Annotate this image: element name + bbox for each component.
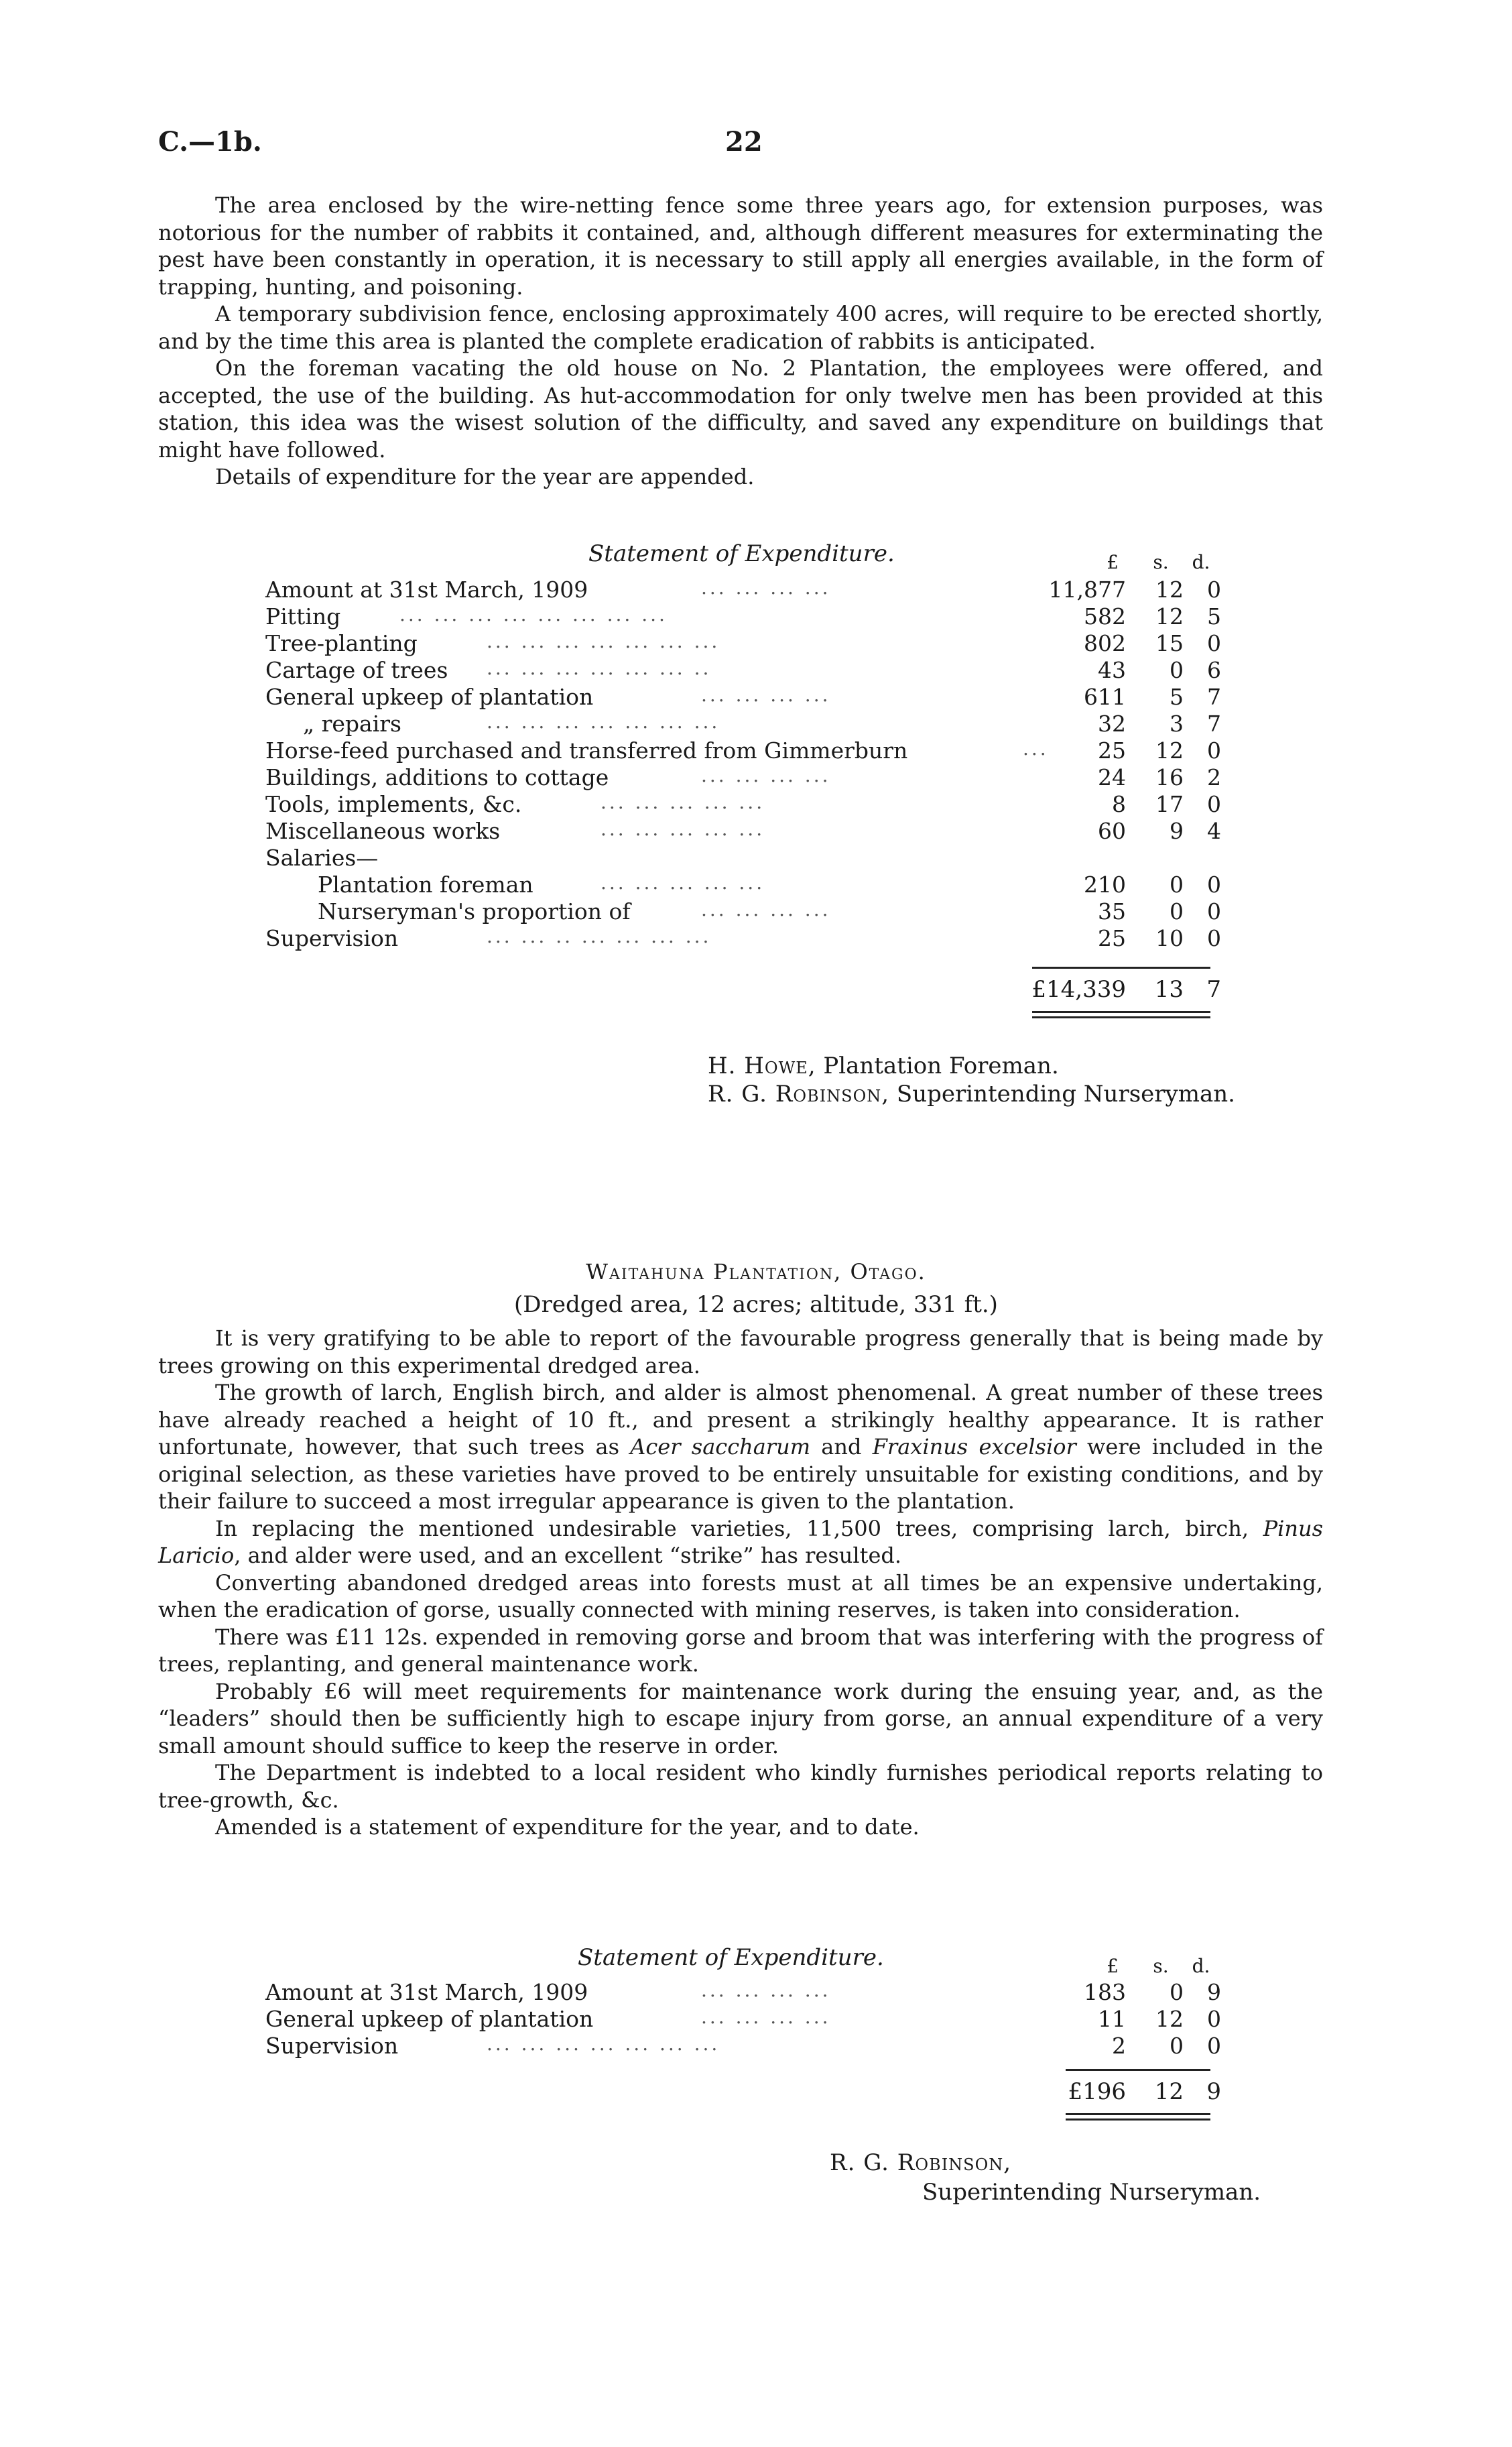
statement-2-currency-header (1023, 1955, 1224, 1979)
leader-dots: ... ... ... ... ... ... ... (487, 630, 720, 652)
paragraph: On the foreman vacating the old house on No. 2 Plantation, the employees were offered, and accepted, the use of the building. As hut-accommodation for only twelve men has been provided at this station, this idea was the wisest solution of the difficulty, and saved any expenditure on buildings that might have followed. (158, 355, 1323, 463)
row-pence: 0 (1207, 630, 1221, 656)
row-pence: 7 (1207, 684, 1221, 710)
text-run: It is very gratifying to be able to report of the favourable progress generally that is being made by trees growing on this experimental dredged area. (158, 1325, 1323, 1378)
row-label: Buildings, additions to cottage (265, 764, 609, 790)
expenditure-row (265, 764, 1224, 791)
row-shillings: 0 (1170, 2033, 1184, 2059)
row-pence: 0 (1207, 925, 1221, 951)
text-run: and (810, 1434, 873, 1459)
row-pounds: 25 (1098, 925, 1126, 951)
row-shillings: 12 (1155, 577, 1184, 603)
row-label: „ repairs (303, 711, 401, 737)
paragraph (158, 1759, 1323, 1813)
expenditure-row (265, 737, 1224, 764)
row-label: Nurseryman's proportion of (318, 898, 631, 924)
total-pounds: £196 (1068, 2078, 1126, 2105)
salaries-label: Salaries— (265, 845, 379, 871)
row-pence: 4 (1207, 818, 1221, 844)
row-pence: 0 (1207, 872, 1221, 898)
row-shillings: 10 (1155, 925, 1184, 951)
paragraph: A temporary subdivision fence, enclosing approximately 400 acres, will require to be erected shortly, and by the time this area is planted the complete eradication of rabbits is anticipated. (158, 301, 1323, 354)
leader-dots: ... ... ... ... ... ... ... ... (399, 603, 668, 625)
pence-heading: d. (1192, 551, 1210, 573)
leader-dots: ... ... ... ... (701, 2006, 831, 2028)
text-run: Probably £6 will meet requirements for maintenance work during the ensuing year, and, as the “leaders” should then be sufficiently high to escape injury from gorse, an annual expenditure of a very small amount should suffice to keep the reserve in order. (158, 1678, 1323, 1758)
leader-dots: ... ... ... ... (701, 684, 831, 706)
statement-2-rows (265, 1979, 1224, 2060)
row-pounds: 8 (1112, 791, 1126, 817)
row-pounds: 35 (1098, 898, 1126, 924)
row-pounds: 11,877 (1048, 577, 1126, 603)
leader-dots: ... ... ... ... ... (601, 872, 765, 894)
row-pounds: 24 (1098, 764, 1126, 790)
text-run: The growth of larch, English birch, and alder is almost phenomenal. A great number of these trees have already reached a height of 10 ft., and present a strikingly healthy appearance. It is rather unfortunate, however, that such trees as (158, 1380, 1323, 1459)
text-run: In replacing the mentioned undesirable varieties, 11,500 trees, comprising larch, birch, (215, 1515, 1263, 1541)
statement-1-title: Statement of Expenditure. (588, 540, 895, 567)
text-run: Amended is a statement of expenditure for the year, and to date. (215, 1814, 920, 1840)
expenditure-row (265, 1979, 1224, 2006)
expenditure-row (265, 925, 1224, 952)
species-name: Pinus Laricio (158, 1515, 1323, 1568)
expenditure-row (265, 603, 1224, 630)
text-run: , and alder were used, and an excellent “strike” has resulted. (234, 1543, 902, 1568)
leader-dots: ... ... ... ... ... ... ... (487, 711, 720, 733)
subtotal-rule (1066, 2069, 1210, 2071)
row-pounds: 210 (1084, 872, 1126, 898)
row-pence: 2 (1207, 764, 1221, 790)
row-pence: 5 (1207, 603, 1221, 630)
signature-2-name (830, 2149, 1011, 2176)
statement-1-total (1023, 976, 1224, 1006)
species-name: Fraxinus excelsior (872, 1434, 1076, 1459)
expenditure-row (265, 711, 1224, 737)
statement-1-rows (265, 577, 1224, 952)
row-label: Miscellaneous works (265, 818, 501, 844)
pence-heading: d. (1192, 1955, 1210, 1977)
signatory-name: H. Howe, (708, 1053, 816, 1079)
row-label: Plantation foreman (318, 872, 533, 898)
row-shillings: 0 (1170, 1979, 1184, 2005)
signatory-title: Plantation Foreman. (823, 1053, 1059, 1079)
row-shillings: 0 (1170, 872, 1184, 898)
row-label: Tools, implements, &c. (265, 791, 522, 817)
row-pounds: 11 (1098, 2006, 1126, 2032)
leader-dots: ... ... ... ... (701, 764, 831, 786)
section-subtitle: (Dredged area, 12 acres; altitude, 331 ft.) (514, 1291, 998, 1318)
subtotal-rule (1032, 967, 1210, 969)
leader-dots: ... ... ... ... ... (601, 818, 765, 840)
section-2-text (158, 1325, 1323, 1841)
row-label: Cartage of trees (265, 657, 448, 683)
expenditure-row (265, 577, 1224, 603)
paragraph (158, 1569, 1323, 1624)
row-pounds: 43 (1098, 657, 1126, 683)
pounds-heading: £ (1107, 551, 1119, 573)
signatory-name: R. G. Robinson, (830, 2149, 1012, 2176)
signature-2-title (922, 2179, 1261, 2206)
row-label: Horse-feed purchased and transferred from Gimmerburn (265, 737, 908, 764)
row-label: Amount at 31st March, 1909 (265, 577, 588, 603)
total-pence: 7 (1206, 976, 1221, 1003)
text-run: Converting abandoned dredged areas into forests must at all times be an expensive undertaking, when the eradication of gorse, usually connected with mining reserves, is taken into consideration. (158, 1569, 1323, 1622)
total-double-rule-bottom (1066, 2118, 1210, 2121)
row-shillings: 16 (1155, 764, 1184, 790)
expenditure-row (265, 684, 1224, 711)
row-pence: 0 (1207, 577, 1221, 603)
row-pounds: 32 (1098, 711, 1126, 737)
expenditure-row (265, 872, 1224, 898)
row-shillings: 15 (1155, 630, 1184, 656)
row-shillings: 12 (1155, 737, 1184, 764)
row-pence: 0 (1207, 2006, 1221, 2032)
row-shillings: 3 (1170, 711, 1184, 737)
expenditure-row (265, 630, 1224, 657)
row-pence: 0 (1207, 898, 1221, 924)
expenditure-row (265, 2006, 1224, 2033)
row-shillings: 5 (1170, 684, 1184, 710)
row-shillings: 12 (1155, 603, 1184, 630)
expenditure-row (265, 791, 1224, 818)
row-pounds: 2 (1112, 2033, 1126, 2059)
row-shillings: 17 (1155, 791, 1184, 817)
total-shillings: 13 (1154, 976, 1184, 1003)
text-run: The Department is indebted to a local resident who kindly furnishes periodical reports relating to tree-growth, &c. (158, 1760, 1323, 1813)
paragraph (158, 1813, 1323, 1841)
signatory-title: Superintending Nurseryman. (922, 2179, 1261, 2206)
page-number: 22 (725, 126, 763, 158)
shillings-heading: s. (1153, 551, 1169, 573)
total-double-rule-top (1032, 1011, 1210, 1013)
species-name: Acer saccharum (630, 1434, 811, 1459)
expenditure-row (265, 898, 1224, 925)
shillings-heading: s. (1153, 1955, 1169, 1977)
leader-dots: ... ... .. ... ... ... ... (487, 925, 712, 947)
row-label: Pitting (265, 603, 341, 630)
expenditure-row (265, 818, 1224, 845)
row-pence: 0 (1207, 791, 1221, 817)
total-pounds: £14,339 (1031, 976, 1126, 1003)
signatory-title: Superintending Nurseryman. (896, 1081, 1235, 1108)
row-pounds: 582 (1084, 603, 1126, 630)
paragraph (158, 1379, 1323, 1515)
total-double-rule-bottom (1032, 1016, 1210, 1018)
intro-text (158, 192, 1323, 491)
row-pence: 9 (1207, 1979, 1221, 2005)
row-pence: 7 (1207, 711, 1221, 737)
row-pence: 6 (1207, 657, 1221, 683)
row-pounds: 802 (1084, 630, 1126, 656)
row-label: Supervision (265, 925, 399, 951)
row-pounds: 611 (1084, 684, 1126, 710)
row-label: Amount at 31st March, 1909 (265, 1979, 588, 2005)
row-shillings: 9 (1170, 818, 1184, 844)
statement-2-title: Statement of Expenditure. (578, 1944, 884, 1971)
total-shillings: 12 (1154, 2078, 1184, 2105)
leader-dots: ... ... ... ... (701, 577, 831, 599)
expenditure-row (265, 657, 1224, 684)
row-label: General upkeep of plantation (265, 2006, 594, 2032)
row-label: Supervision (265, 2033, 399, 2059)
leader-dots: ... ... ... ... ... (601, 791, 765, 813)
series-code: C.—1b. (158, 126, 262, 158)
paragraph: Details of expenditure for the year are appended. (215, 464, 755, 489)
total-double-rule-top (1066, 2113, 1210, 2115)
row-pence: 0 (1207, 2033, 1221, 2059)
signatory-name: R. G. Robinson, (708, 1081, 890, 1108)
statement-1-currency-header (1023, 551, 1224, 575)
row-shillings: 0 (1170, 898, 1184, 924)
page-header (0, 126, 1512, 166)
signature-foreman (708, 1053, 1059, 1079)
paragraph (158, 1325, 1323, 1379)
row-pounds: 60 (1098, 818, 1126, 844)
paragraph: The area enclosed by the wire-netting fence some three years ago, for extension purposes, was notorious for the number of rabbits it contained, and, although different measures for exterminating the pest have been constantly in operation, it is necessary to still apply all energies available, in the form of trapping, hunting, and poisoning. (158, 192, 1323, 300)
section-title: Waitahuna Plantation, Otago. (586, 1259, 926, 1285)
row-label: Tree-planting (265, 630, 418, 656)
leader-dots: ... ... ... ... ... ... .. (487, 657, 712, 679)
row-pounds: 183 (1084, 1979, 1126, 2005)
leader-dots: ... (1023, 737, 1049, 760)
paragraph (158, 1624, 1323, 1678)
pounds-heading: £ (1107, 1955, 1119, 1977)
paragraph (158, 1678, 1323, 1760)
leader-dots: ... ... ... ... (701, 898, 831, 920)
text-run: were included in the original selection, as these varieties have proved to be entirely unsuitable for existing conditions, and by their failure to succeed a most irregular appearance is given to the plantation. (158, 1434, 1324, 1514)
row-shillings: 0 (1170, 657, 1184, 683)
row-pounds: 25 (1098, 737, 1126, 764)
text-run: There was £11 12s. expended in removing gorse and broom that was interfering with the progress of trees, replanting, and general maintenance work. (158, 1624, 1323, 1677)
leader-dots: ... ... ... ... ... ... ... (487, 2033, 720, 2055)
statement-2-total (1023, 2078, 1224, 2108)
signature-nurseryman (708, 1081, 1235, 1108)
expenditure-row (265, 2033, 1224, 2060)
leader-dots: ... ... ... ... (701, 1979, 831, 2001)
row-label: General upkeep of plantation (265, 684, 594, 710)
salaries-heading-row (265, 845, 1224, 872)
row-shillings: 12 (1155, 2006, 1184, 2032)
total-pence: 9 (1206, 2078, 1221, 2105)
row-pence: 0 (1207, 737, 1221, 764)
paragraph (158, 1515, 1323, 1569)
